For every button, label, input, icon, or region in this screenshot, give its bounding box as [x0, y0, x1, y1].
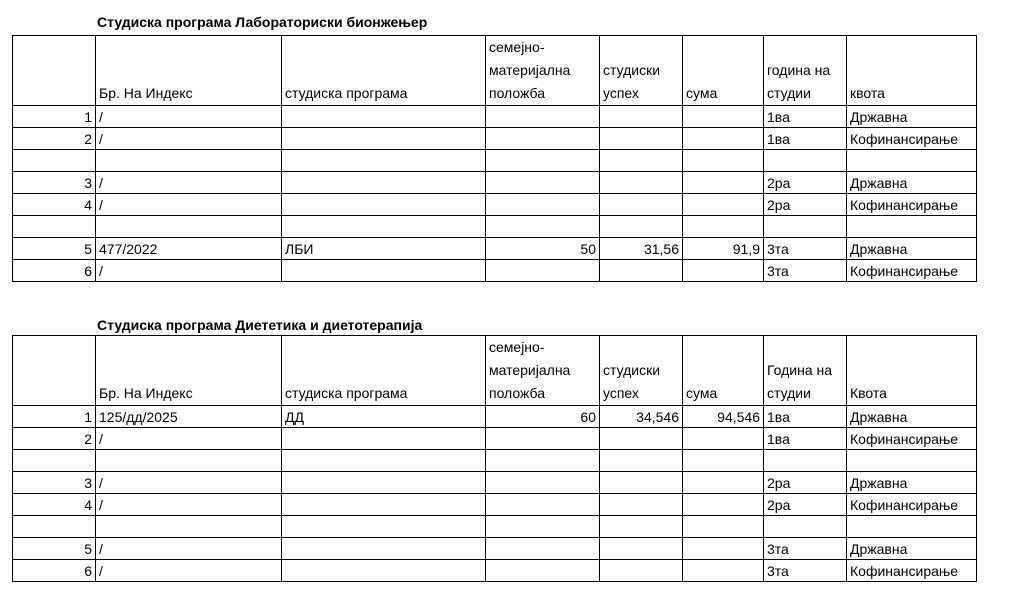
cell-index: / — [96, 260, 282, 282]
cell-year: 3та — [764, 560, 847, 582]
cell-success — [600, 428, 683, 450]
cell-sum — [683, 194, 764, 216]
cell-program — [282, 560, 486, 582]
cell-program: ЛБИ — [282, 238, 486, 260]
header-success-line1: студиски — [603, 62, 661, 78]
cell-number: 1 — [13, 106, 96, 128]
cell-program — [282, 172, 486, 194]
cell-year: 3та — [764, 238, 847, 260]
header-cell-number — [13, 336, 96, 406]
cell-socio — [486, 106, 600, 128]
cell-number: 2 — [13, 428, 96, 450]
header-cell-number — [13, 36, 96, 106]
cell-quota: Државна — [847, 406, 977, 428]
cell-success — [600, 128, 683, 150]
cell-sum — [683, 560, 764, 582]
cell-program — [282, 194, 486, 216]
cell-success — [600, 538, 683, 560]
cell-sum — [683, 260, 764, 282]
cell-year: 3та — [764, 538, 847, 560]
table-row — [13, 538, 977, 560]
cell-number: 3 — [13, 472, 96, 494]
cell-number: 4 — [13, 494, 96, 516]
header-cell-quota: квота — [847, 36, 977, 106]
cell-sum — [683, 538, 764, 560]
table-row — [13, 260, 977, 282]
cell-year: 1ва — [764, 106, 847, 128]
cell-socio — [486, 494, 600, 516]
cell-sum: 91,9 — [683, 238, 764, 260]
header-socio-line1: семејно- — [489, 39, 545, 55]
header-cell-index: Бр. На Индекс — [96, 336, 282, 406]
cell-index: / — [96, 560, 282, 582]
header-success-line2: успех — [603, 385, 639, 401]
cell-socio: 50 — [486, 238, 600, 260]
cell-quota: Кофинансирање — [847, 128, 977, 150]
cell-success — [600, 172, 683, 194]
cell-sum — [683, 428, 764, 450]
cell-success — [600, 472, 683, 494]
header-cell-quota: Квота — [847, 336, 977, 406]
header-year-line2: студии — [767, 385, 811, 401]
table-header-row — [13, 36, 977, 106]
cell-year: 2ра — [764, 194, 847, 216]
spacer-row — [13, 216, 977, 238]
cell-number: 3 — [13, 172, 96, 194]
header-socio-line3: положба — [489, 85, 546, 101]
section-title-dietetics: Студиска програма Диететика и диетотерапија — [97, 317, 423, 333]
ranking-table-lab-bioengineer — [12, 35, 977, 282]
cell-sum — [683, 128, 764, 150]
header-cell-socio — [486, 36, 600, 106]
cell-number: 4 — [13, 194, 96, 216]
header-cell-socio — [486, 336, 600, 406]
cell-program — [282, 494, 486, 516]
cell-index: / — [96, 172, 282, 194]
header-cell-success — [600, 36, 683, 106]
table-row — [13, 428, 977, 450]
section-title-lab-bioengineer: Студиска програма Лабораториски бионжењер — [97, 14, 428, 30]
cell-quota: Државна — [847, 172, 977, 194]
cell-year: 1ва — [764, 128, 847, 150]
cell-socio — [486, 172, 600, 194]
cell-quota: Кофинансирање — [847, 494, 977, 516]
cell-number: 1 — [13, 406, 96, 428]
cell-year: 1ва — [764, 428, 847, 450]
cell-program — [282, 106, 486, 128]
header-success-line1: студиски — [603, 362, 661, 378]
header-success-line2: успех — [603, 85, 639, 101]
table-row — [13, 406, 977, 428]
cell-year: 3та — [764, 260, 847, 282]
cell-index: / — [96, 106, 282, 128]
header-cell-program: студиска програма — [282, 36, 486, 106]
header-year-line1: Година на — [767, 362, 833, 378]
cell-program — [282, 260, 486, 282]
cell-number: 2 — [13, 128, 96, 150]
cell-year: 2ра — [764, 172, 847, 194]
cell-program: ДД — [282, 406, 486, 428]
cell-number: 5 — [13, 238, 96, 260]
cell-socio — [486, 260, 600, 282]
cell-index: / — [96, 128, 282, 150]
table-row — [13, 494, 977, 516]
header-cell-year — [764, 36, 847, 106]
table-row — [13, 238, 977, 260]
cell-success — [600, 260, 683, 282]
cell-socio — [486, 194, 600, 216]
cell-success — [600, 560, 683, 582]
cell-socio — [486, 560, 600, 582]
spacer-row — [13, 150, 977, 172]
cell-success — [600, 494, 683, 516]
header-cell-success — [600, 336, 683, 406]
cell-sum — [683, 472, 764, 494]
cell-sum — [683, 106, 764, 128]
cell-quota: Кофинансирање — [847, 428, 977, 450]
cell-program — [282, 538, 486, 560]
cell-socio — [486, 428, 600, 450]
table-row — [13, 472, 977, 494]
cell-index: / — [96, 194, 282, 216]
cell-success: 34,546 — [600, 406, 683, 428]
cell-sum — [683, 172, 764, 194]
header-cell-program: студиска програма — [282, 336, 486, 406]
ranking-table-dietetics — [12, 335, 977, 582]
table-row — [13, 128, 977, 150]
cell-socio: 60 — [486, 406, 600, 428]
cell-quota: Кофинансирање — [847, 560, 977, 582]
cell-quota: Државна — [847, 538, 977, 560]
header-socio-line3: положба — [489, 385, 546, 401]
table-header-row — [13, 336, 977, 406]
cell-number: 5 — [13, 538, 96, 560]
cell-index: 125/дд/2025 — [96, 406, 282, 428]
cell-quota: Државна — [847, 106, 977, 128]
header-cell-sum: сума — [683, 36, 764, 106]
cell-quota: Државна — [847, 472, 977, 494]
table-row — [13, 194, 977, 216]
cell-index: 477/2022 — [96, 238, 282, 260]
cell-year: 2ра — [764, 494, 847, 516]
header-cell-index: Бр. На Индекс — [96, 36, 282, 106]
cell-success — [600, 194, 683, 216]
spacer-row — [13, 516, 977, 538]
cell-quota: Државна — [847, 238, 977, 260]
spacer-row — [13, 450, 977, 472]
cell-number: 6 — [13, 560, 96, 582]
cell-program — [282, 128, 486, 150]
cell-year: 1ва — [764, 406, 847, 428]
cell-socio — [486, 128, 600, 150]
cell-sum — [683, 494, 764, 516]
table-row — [13, 106, 977, 128]
cell-success: 31,56 — [600, 238, 683, 260]
cell-success — [600, 106, 683, 128]
cell-index: / — [96, 428, 282, 450]
cell-year: 2ра — [764, 472, 847, 494]
cell-socio — [486, 472, 600, 494]
cell-program — [282, 472, 486, 494]
table-row — [13, 172, 977, 194]
cell-program — [282, 428, 486, 450]
header-year-line2: студии — [767, 85, 811, 101]
cell-quota: Кофинансирање — [847, 194, 977, 216]
header-cell-year — [764, 336, 847, 406]
header-socio-line2: материјална — [489, 62, 571, 78]
header-socio-line2: материјална — [489, 362, 571, 378]
cell-number: 6 — [13, 260, 96, 282]
cell-index: / — [96, 472, 282, 494]
header-year-line1: година на — [767, 62, 831, 78]
header-socio-line1: семејно- — [489, 339, 545, 355]
header-cell-sum: сума — [683, 336, 764, 406]
table-row — [13, 560, 977, 582]
cell-quota: Кофинансирање — [847, 260, 977, 282]
cell-socio — [486, 538, 600, 560]
cell-index: / — [96, 494, 282, 516]
cell-sum: 94,546 — [683, 406, 764, 428]
cell-index: / — [96, 538, 282, 560]
